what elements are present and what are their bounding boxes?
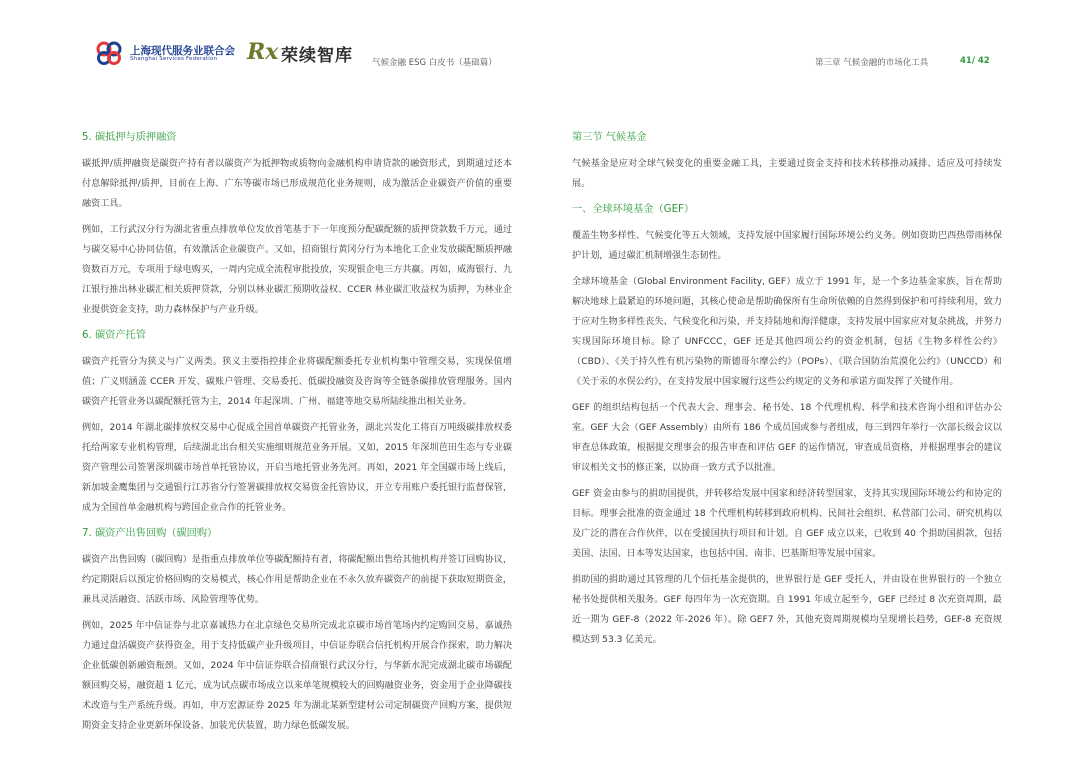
ssf-logo [96, 41, 235, 65]
section-heading: 7. 碳资产出售回购（碳回购） [82, 528, 218, 539]
paragraph: 例如，2014 年湖北碳排放权交易中心促成全国首单碳资产托管业务，湖北兴发化工将百万吨级碳排放权委托给两家专业机构管理，后续湖北出台相关实施细则规范业务开展。又如，2015 年深圳芭田生态与专业碳资产管理公司签署深圳碳市场首单托管协议，开启当地托管业务先河。再如，2021 年全国碳市场上线后，新加坡金鹰集团与交通银行江苏省分行签署碳排放权交易资金托管协议，开立专用账户委托银行监督保管，成为全国首单金融机构与跨国企业合作的托管业务。 [82, 423, 512, 513]
org-name-en: Shanghai Services Federation [130, 56, 218, 62]
document-title: 气候金融 ESG 白皮书（基础篇） [372, 58, 497, 68]
paragraph: 例如，工行武汉分行为湖北省重点排放单位发放首笔基于下一年度预分配碳配额的质押贷款数千万元，通过与碳交易中心协同估值，有效激活企业碳资产。又如，招商银行黄冈分行为本地化工企业发放碳配额质押融资数百万元，专项用于绿电购买，一周内完成全流程审批投放，实现银企电三方共赢。再如，威海银行、九江银行推出林业碳汇相关质押贷款，分别以林业碳汇预期收益权、CCER 林业碳汇收益权为质押，为林业企业提供资金支持，助力森林保护与产业升级。 [82, 225, 512, 315]
ssf-logo-icon [96, 41, 122, 65]
page-number: 41/ 42 [960, 56, 990, 66]
section-heading: 5. 碳抵押与质押融资 [82, 132, 177, 143]
subsection-heading: 一、全球环境基金（GEF） [572, 204, 695, 215]
paragraph: 捐助国的捐助通过其管理的几个信托基金提供的，世界银行是 GEF 受托人，并由设在世界银行的一个独立秘书处提供相关服务。GEF 每四年为一次充资期。自 1991 年成立起至今，GEF 已经过 8 次充资周期，最近一期为 GEF-8（2022 年-2026 年）。除 GEF7 外，其他充资周期规模均呈现增长趋势，GEF-8 充资规模达到 53.3 亿美元。 [572, 575, 1002, 645]
rongxu-logo [247, 39, 367, 67]
section-heading: 6. 碳资产托管 [82, 330, 146, 341]
paragraph: 碳资产出售回购（碳回购）是指重点排放单位等碳配额持有者，将碳配额出售给其他机构并签订回购协议，约定期限后以预定价格回购的交易模式，核心作用是帮助企业在不永久放弃碳资产的前提下获取短期资金，兼具灵活融资、活跃市场、风险管理等优势。 [82, 555, 512, 605]
paragraph: 碳抵押/质押融资是碳资产持有者以碳资产为抵押物或质物向金融机构申请贷款的融资形式，到期通过还本付息解除抵押/质押，目前在上海、广东等碳市场已形成规范化业务规则，成为激活企业碳资产价值的重要融资工具。 [82, 159, 512, 209]
paragraph: 例如，2025 年中信证券与北京嘉诚热力在北京绿色交易所完成北京碳市场首笔场内约定购回交易，嘉诚热力通过盘活碳资产获得资金，用于支持低碳产业升级项目，中信证券联合信托机构开展合作探索，助力解决企业低碳创新融资瓶颈。又如，2024 年中信证券联合招商银行武汉分行，与华新水泥完成湖北碳市场碳配额回购交易，融资超 1 亿元，成为试点碳市场成立以来单笔规模较大的回购融资业务，资金用于企业降碳技术改造与生产系统升级。再如，申万宏源证券 2025 年为湖北某新型建材公司定制碳资产回购方案，提供短期资金支持企业更新环保设备、加装光伏装置，助力绿色低碳发展。 [82, 621, 512, 731]
brand-name: 荣续智库 [281, 46, 353, 66]
chapter-title: 第三章 气候金融的市场化工具 [815, 58, 929, 68]
paragraph: 全球环境基金（Global Environment Facility, GEF）成立于 1991 年，是一个多边基金家族，旨在帮助解决地球上最紧迫的环境问题，其核心使命是帮助确保所有生命所依赖的自然得到保护和可持续利用，致力于应对生物多样性丧失、气候变化和污染，并支持陆地和海洋健康，支持发展中国家应对复杂挑战，并努力实现国际环境目标。除了 UNFCCC，GEF 还是其他四项公约的资金机制，包括《生物多样性公约》（CBD）、《关于持久性有机污染物的斯德哥尔摩公约》（POPs）、《联合国防治荒漠化公约》（UNCCD）和《关于汞的水俣公约》，在支持发展中国家履行这些公约规定的义务和承诺方面发挥了关键作用。 [572, 277, 1002, 387]
paragraph: GEF 的组织结构包括一个代表大会、理事会、秘书处、18 个代理机构、科学和技术咨询小组和评估办公室。GEF 大会（GEF Assembly）由所有 186 个成员国或参与者组成，每三到四年举行一次部长级会议以审查总体政策，根据提交理事会的报告审查和评估 GEF 的运作情况，审查成员资格，并根据理事会的建议审议相关文书的修正案，以协商一致方式予以批准。 [572, 403, 1002, 473]
section-heading: 第三节 气候基金 [572, 132, 647, 143]
rx-logo-icon: Rx [247, 39, 279, 65]
paragraph: 覆盖生物多样性、气候变化等五大领域，支持发展中国家履行国际环境公约义务。例如资助巴西热带雨林保护计划，通过碳汇机制增强生态韧性。 [572, 231, 1002, 261]
right-column [572, 128, 1002, 656]
paragraph: GEF 资金由参与的捐助国提供，并转移给发展中国家和经济转型国家，支持其实现国际环境公约和协定的目标。理事会批准的资金通过 18 个代理机构转移到政府机构、民间社会组织、私营部门公司、研究机构以及广泛的潜在合作伙伴，以在受援国执行项目和计划。自 GEF 成立以来，已收到 40 个捐助国捐款，包括美国、法国、日本等发达国家，也包括中国、南非、巴基斯坦等发展中国家。 [572, 489, 1002, 559]
page-header [0, 0, 1080, 90]
left-column [82, 128, 512, 742]
paragraph: 气候基金是应对全球气候变化的重要金融工具，主要通过资金支持和技术转移推动减排、适应及可持续发展。 [572, 159, 1002, 189]
paragraph: 碳资产托管分为狭义与广义两类。狭义主要指控排企业将碳配额委托专业机构集中管理交易，实现保值增值；广义则涵盖 CCER 开发、碳账户管理、交易委托、低碳投融资及咨询等全链条碳排放管理服务。国内碳资产托管业务以碳配额托管为主，2014 年起深圳、广州、福建等地交易所陆续推出相关业务。 [82, 357, 512, 407]
org-name-cn: 上海现代服务业联合会 [130, 45, 235, 57]
